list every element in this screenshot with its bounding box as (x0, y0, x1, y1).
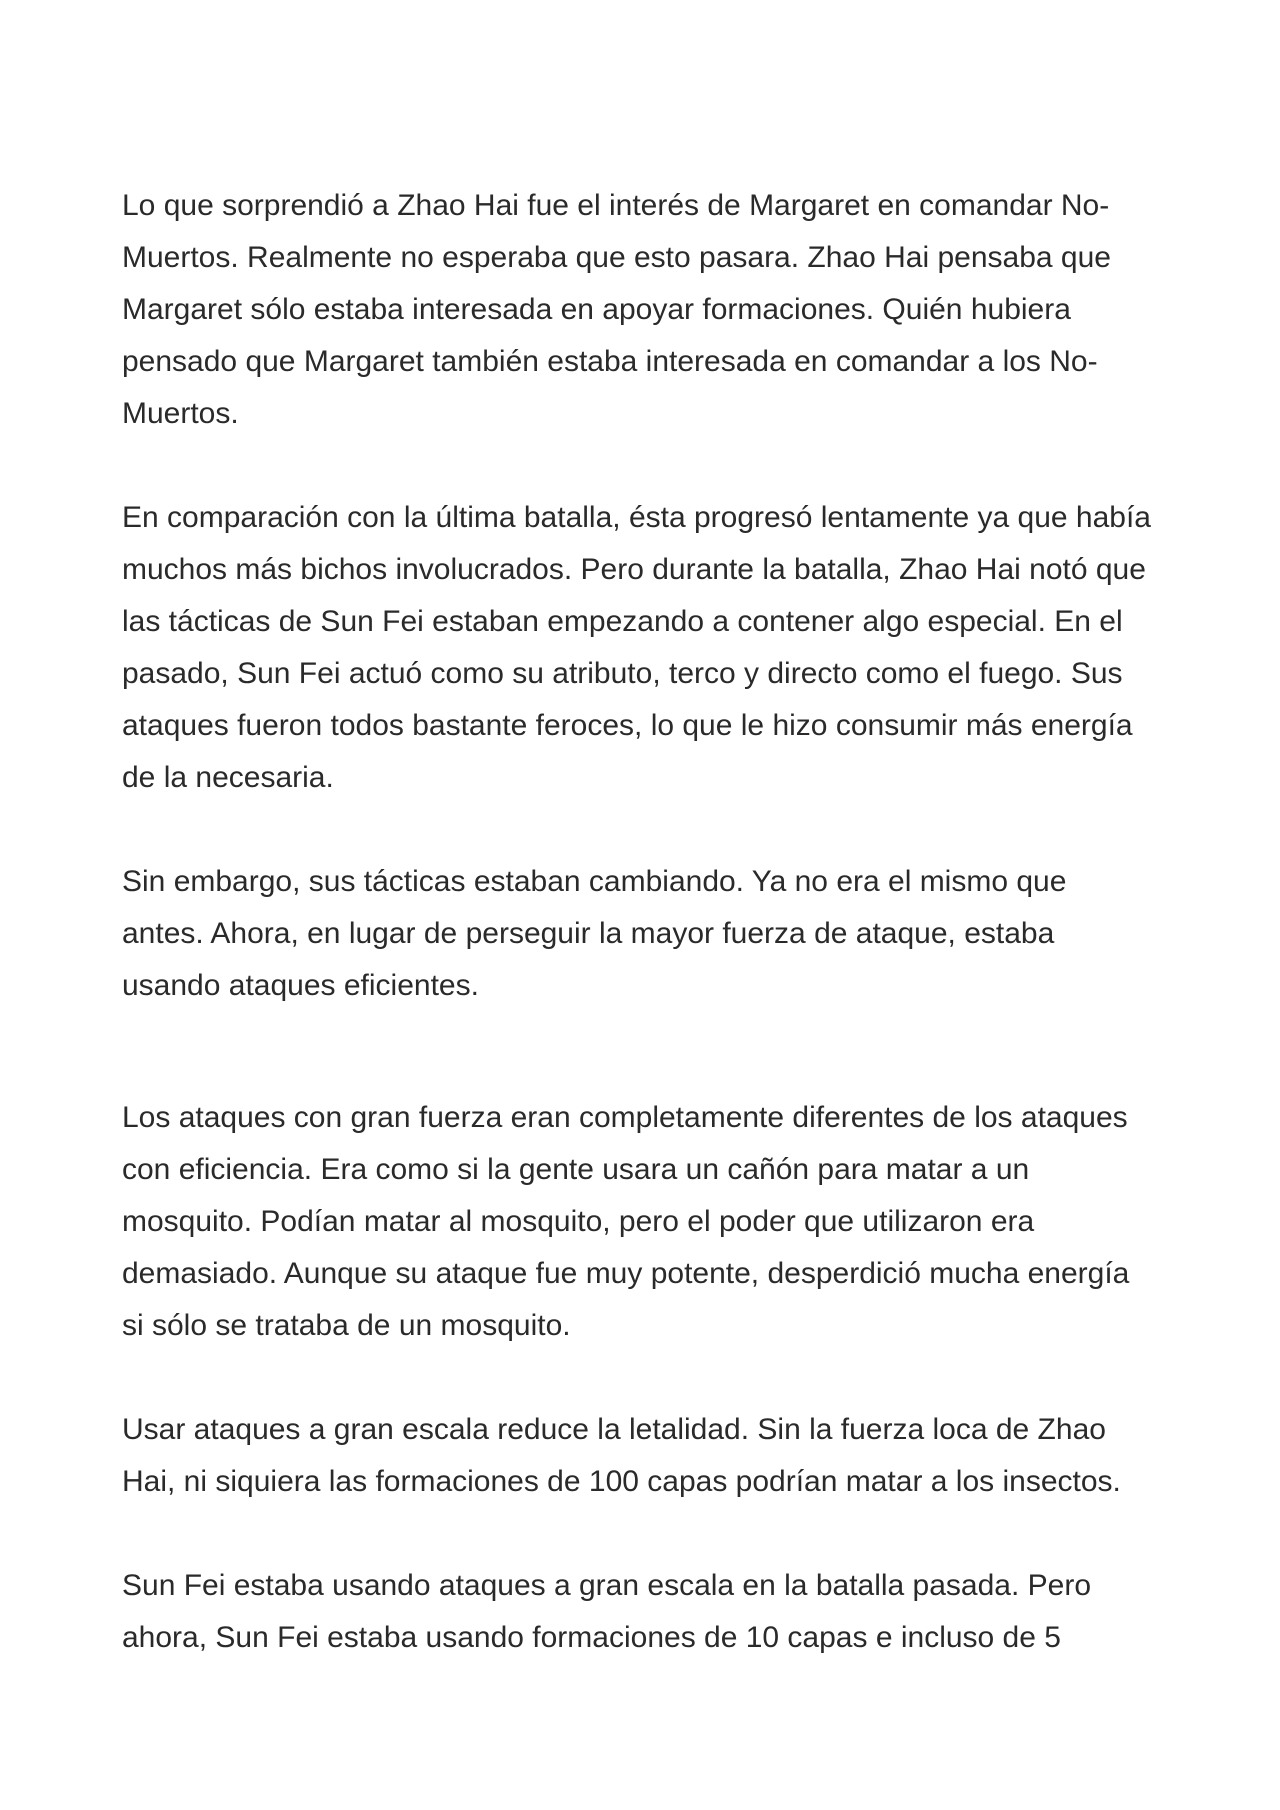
text-line: antes. Ahora, en lugar de perseguir la mayor fuerza de ataque, estaba (122, 917, 1055, 950)
text-line: pensado que Margaret también estaba interesada en comandar a los No- (122, 345, 1098, 378)
text-line: Sin embargo, sus tácticas estaban cambiando. Ya no era el mismo que (122, 865, 1067, 898)
paragraph-spacer (122, 1508, 1182, 1560)
text-line: Margaret sólo estaba interesada en apoyar formaciones. Quién hubiera (122, 293, 1071, 326)
text-line: Usar ataques a gran escala reduce la letalidad. Sin la fuerza loca de Zhao (122, 1413, 1106, 1446)
text-line: Muertos. (122, 397, 239, 430)
text-line: pasado, Sun Fei actuó como su atributo, terco y directo como el fuego. Sus (122, 657, 1123, 690)
paragraph-1 (122, 180, 1182, 440)
text-line: Lo que sorprendió a Zhao Hai fue el interés de Margaret en comandar No- (122, 189, 1110, 222)
paragraph-spacer (122, 804, 1182, 856)
paragraph-spacer (122, 1012, 1182, 1092)
text-line: Hai, ni siquiera las formaciones de 100 capas podrían matar a los insectos. (122, 1465, 1121, 1498)
text-line: usando ataques eficientes. (122, 969, 479, 1002)
paragraph-spacer (122, 1352, 1182, 1404)
paragraph-3 (122, 856, 1182, 1012)
text-line: con eficiencia. Era como si la gente usara un cañón para matar a un (122, 1153, 1030, 1186)
text-line: de la necesaria. (122, 761, 334, 794)
document-body (122, 180, 1182, 1664)
text-line: En comparación con la última batalla, ésta progresó lentamente ya que había (122, 501, 1151, 534)
text-line: las tácticas de Sun Fei estaban empezando a contener algo especial. En el (122, 605, 1123, 638)
text-line: demasiado. Aunque su ataque fue muy potente, desperdició mucha energía (122, 1257, 1130, 1290)
text-line: si sólo se trataba de un mosquito. (122, 1309, 571, 1342)
text-line: Los ataques con gran fuerza eran completamente diferentes de los ataques (122, 1101, 1128, 1134)
text-line: ataques fueron todos bastante feroces, lo que le hizo consumir más energía (122, 709, 1133, 742)
text-line: ahora, Sun Fei estaba usando formaciones de 10 capas e incluso de 5 (122, 1621, 1061, 1654)
text-line: muchos más bichos involucrados. Pero durante la batalla, Zhao Hai notó que (122, 553, 1146, 586)
paragraph-2 (122, 492, 1182, 804)
paragraph-6 (122, 1560, 1182, 1664)
text-line: Muertos. Realmente no esperaba que esto pasara. Zhao Hai pensaba que (122, 241, 1111, 274)
paragraph-4 (122, 1092, 1182, 1352)
text-line: mosquito. Podían matar al mosquito, pero el poder que utilizaron era (122, 1205, 1035, 1238)
paragraph-spacer (122, 440, 1182, 492)
paragraph-5 (122, 1404, 1182, 1508)
text-line: Sun Fei estaba usando ataques a gran escala en la batalla pasada. Pero (122, 1569, 1092, 1602)
